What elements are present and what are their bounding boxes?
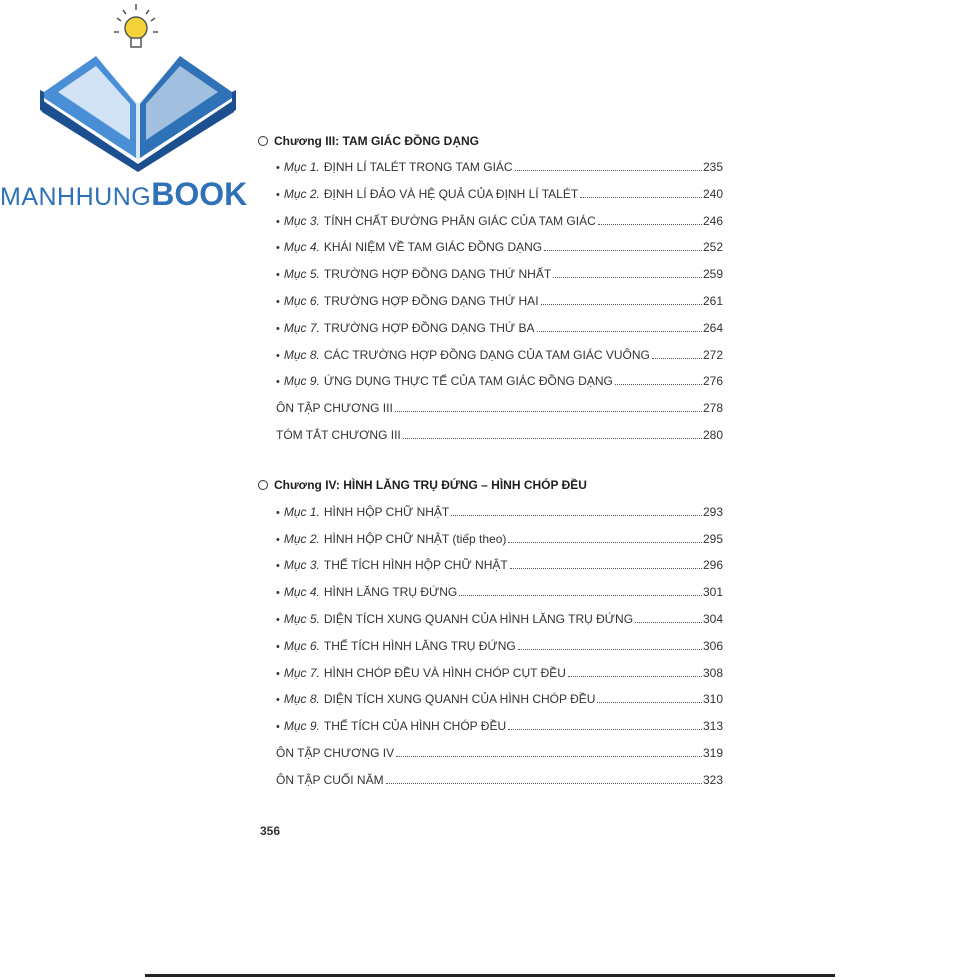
chapter-heading bbox=[258, 474, 723, 496]
entry-page: 252 bbox=[702, 240, 723, 255]
entry-title: TÓM TẮT CHƯƠNG III bbox=[276, 427, 401, 442]
toc-summary-entry bbox=[258, 740, 723, 767]
section-number: Mục 9. bbox=[283, 719, 320, 734]
bullet-icon: • bbox=[276, 506, 280, 519]
toc-entry bbox=[258, 288, 723, 315]
entry-title: THỂ TÍCH HÌNH LĂNG TRỤ ĐỨNG bbox=[323, 638, 516, 653]
section-number: Mục 3. bbox=[283, 558, 320, 573]
bullet-icon: • bbox=[276, 162, 280, 174]
entry-title: TRƯỜNG HỢP ĐỒNG DẠNG THỨ BA bbox=[323, 320, 535, 335]
dot-leader bbox=[598, 223, 702, 225]
entry-page: 272 bbox=[702, 347, 723, 362]
section-number: Mục 1. bbox=[283, 160, 320, 174]
bullet-icon: • bbox=[276, 613, 280, 626]
bullet-icon: • bbox=[276, 215, 280, 228]
entry-page: 276 bbox=[702, 374, 723, 389]
dot-leader bbox=[386, 782, 702, 784]
bullet-icon: • bbox=[276, 640, 280, 653]
bullet-icon: • bbox=[276, 587, 280, 600]
toc-entry bbox=[258, 660, 723, 687]
entry-page: 240 bbox=[702, 186, 723, 201]
dot-leader bbox=[635, 621, 702, 623]
dot-leader bbox=[597, 701, 702, 703]
toc-entry bbox=[258, 234, 723, 261]
bullet-icon: • bbox=[276, 349, 280, 362]
entry-title: ĐỊNH LÍ ĐẢO VÀ HỆ QUẢ CỦA ĐỊNH LÍ TALÉT bbox=[323, 186, 579, 201]
bullet-icon: • bbox=[276, 295, 280, 308]
dot-leader bbox=[459, 594, 702, 596]
entry-page: 308 bbox=[702, 665, 723, 680]
entry-title: TRƯỜNG HỢP ĐỒNG DẠNG THỨ NHẤT bbox=[323, 267, 552, 282]
entry-page: 301 bbox=[702, 585, 723, 600]
toc-entry bbox=[258, 208, 723, 235]
entry-page: 323 bbox=[702, 772, 723, 787]
entry-page: 295 bbox=[702, 531, 723, 546]
bullet-icon: • bbox=[276, 560, 280, 573]
dot-leader bbox=[395, 410, 702, 412]
dot-leader bbox=[403, 437, 702, 439]
bullet-icon: • bbox=[276, 269, 280, 282]
toc-entry bbox=[258, 606, 723, 633]
toc-entry bbox=[258, 368, 723, 395]
bullet-icon: • bbox=[276, 667, 280, 680]
section-number: Mục 3. bbox=[283, 213, 320, 228]
entry-title: ĐỊNH LÍ TALÉT TRONG TAM GIÁC bbox=[323, 160, 513, 174]
dot-leader bbox=[518, 648, 702, 650]
dot-leader bbox=[553, 276, 702, 278]
section-number: Mục 8. bbox=[283, 692, 320, 707]
dot-leader bbox=[508, 541, 702, 543]
brand-part-2: BOOK bbox=[151, 176, 248, 212]
toc-summary-entry bbox=[258, 767, 723, 794]
toc-entry bbox=[258, 552, 723, 579]
dot-leader bbox=[544, 249, 702, 251]
entry-title: DIỆN TÍCH XUNG QUANH CỦA HÌNH LĂNG TRỤ ĐỨNG bbox=[323, 611, 634, 626]
dot-leader bbox=[568, 675, 702, 677]
entry-page: 313 bbox=[702, 719, 723, 734]
toc-entry bbox=[258, 579, 723, 606]
bottom-divider bbox=[145, 974, 835, 977]
bullet-icon: • bbox=[276, 694, 280, 707]
section-number: Mục 7. bbox=[283, 320, 320, 335]
entry-page: 259 bbox=[702, 267, 723, 282]
chapter-gap bbox=[258, 449, 723, 474]
section-number: Mục 5. bbox=[283, 611, 320, 626]
bullet-icon: • bbox=[276, 376, 280, 389]
entry-page: 246 bbox=[702, 213, 723, 228]
table-of-contents bbox=[258, 130, 723, 794]
dot-leader bbox=[652, 357, 702, 359]
toc-entry bbox=[258, 526, 723, 553]
entry-page: 278 bbox=[702, 401, 723, 416]
bullet-icon: • bbox=[276, 242, 280, 255]
entry-title: THỂ TÍCH HÌNH HỘP CHỮ NHẬT bbox=[323, 558, 508, 573]
entry-page: 296 bbox=[702, 558, 723, 573]
entry-title: DIỆN TÍCH XUNG QUANH CỦA HÌNH CHÓP ĐỀU bbox=[323, 692, 596, 707]
section-number: Mục 4. bbox=[283, 585, 320, 600]
entry-title: CÁC TRƯỜNG HỢP ĐỒNG DẠNG CỦA TAM GIÁC VUÔNG bbox=[323, 347, 650, 362]
section-number: Mục 9. bbox=[283, 374, 320, 389]
entry-title: HÌNH HỘP CHỮ NHẬT (tiếp theo) bbox=[323, 531, 507, 546]
toc-summary-entry bbox=[258, 422, 723, 449]
toc-entry bbox=[258, 633, 723, 660]
entry-page: 261 bbox=[702, 293, 723, 308]
section-number: Mục 7. bbox=[283, 665, 320, 680]
toc-entry bbox=[258, 713, 723, 740]
toc-entry bbox=[258, 181, 723, 208]
dot-leader bbox=[615, 383, 702, 385]
entry-page: 306 bbox=[702, 638, 723, 653]
entry-title: HÌNH HỘP CHỮ NHẬT bbox=[323, 504, 450, 519]
entry-title: HÌNH LĂNG TRỤ ĐỨNG bbox=[323, 585, 458, 600]
bullet-icon: • bbox=[276, 721, 280, 734]
toc-entry bbox=[258, 686, 723, 713]
section-number: Mục 6. bbox=[283, 293, 320, 308]
chapter-title: Chương III: TAM GIÁC ĐỒNG DẠNG bbox=[274, 134, 479, 148]
circle-bullet-icon bbox=[258, 136, 268, 146]
section-number: Mục 5. bbox=[283, 267, 320, 282]
entry-page: 310 bbox=[702, 692, 723, 707]
bullet-icon: • bbox=[276, 188, 280, 201]
dot-leader bbox=[515, 169, 702, 171]
section-number: Mục 6. bbox=[283, 638, 320, 653]
toc-entry bbox=[258, 261, 723, 288]
entry-page: 319 bbox=[702, 745, 723, 760]
dot-leader bbox=[508, 728, 702, 730]
brand-name bbox=[0, 176, 247, 213]
toc-entry bbox=[258, 315, 723, 342]
toc-entry bbox=[258, 154, 723, 181]
entry-title: ÔN TẬP CHƯƠNG IV bbox=[276, 745, 395, 760]
entry-title: KHÁI NIỆM VỀ TAM GIÁC ĐỒNG DẠNG bbox=[323, 240, 543, 255]
page-number: 356 bbox=[260, 824, 281, 838]
brand-logo bbox=[0, 0, 290, 230]
entry-page: 264 bbox=[702, 320, 723, 335]
toc-entry bbox=[258, 342, 723, 369]
toc-entry bbox=[258, 499, 723, 526]
section-number: Mục 2. bbox=[283, 186, 320, 201]
entry-title: THỂ TÍCH CỦA HÌNH CHÓP ĐỀU bbox=[323, 719, 507, 734]
dot-leader bbox=[580, 196, 702, 198]
toc-summary-entry bbox=[258, 395, 723, 422]
section-number: Mục 4. bbox=[283, 240, 320, 255]
dot-leader bbox=[510, 567, 702, 569]
dot-leader bbox=[451, 514, 702, 516]
entry-title: TÍNH CHẤT ĐƯỜNG PHÂN GIÁC CỦA TAM GIÁC bbox=[323, 213, 596, 228]
brand-part-1: MANHHUNG bbox=[0, 183, 152, 211]
open-book-icon bbox=[0, 0, 290, 180]
dot-leader bbox=[537, 330, 702, 332]
section-number: Mục 2. bbox=[283, 531, 320, 546]
section-number: Mục 1. bbox=[283, 504, 320, 519]
light-bulb-icon bbox=[114, 4, 158, 47]
entry-title: ÔN TẬP CUỐI NĂM bbox=[276, 772, 384, 787]
entry-page: 235 bbox=[702, 160, 723, 174]
entry-page: 293 bbox=[702, 504, 723, 519]
entry-title: ÔN TẬP CHƯƠNG III bbox=[276, 401, 393, 416]
entry-title: TRƯỜNG HỢP ĐỒNG DẠNG THỨ HAI bbox=[323, 293, 539, 308]
circle-bullet-icon bbox=[258, 480, 268, 490]
bullet-icon: • bbox=[276, 322, 280, 335]
chapter-title: Chương IV: HÌNH LĂNG TRỤ ĐỨNG – HÌNH CHÓP ĐỀU bbox=[274, 477, 587, 492]
bullet-icon: • bbox=[276, 533, 280, 546]
entry-title: HÌNH CHÓP ĐỀU VÀ HÌNH CHÓP CỤT ĐỀU bbox=[323, 665, 566, 680]
entry-page: 280 bbox=[702, 427, 723, 442]
dot-leader bbox=[541, 303, 702, 305]
dot-leader bbox=[396, 755, 702, 757]
section-number: Mục 8. bbox=[283, 347, 320, 362]
entry-title: ỨNG DỤNG THỰC TẾ CỦA TAM GIÁC ĐỒNG DẠNG bbox=[323, 374, 613, 389]
entry-page: 304 bbox=[702, 611, 723, 626]
chapter-heading bbox=[258, 130, 723, 152]
